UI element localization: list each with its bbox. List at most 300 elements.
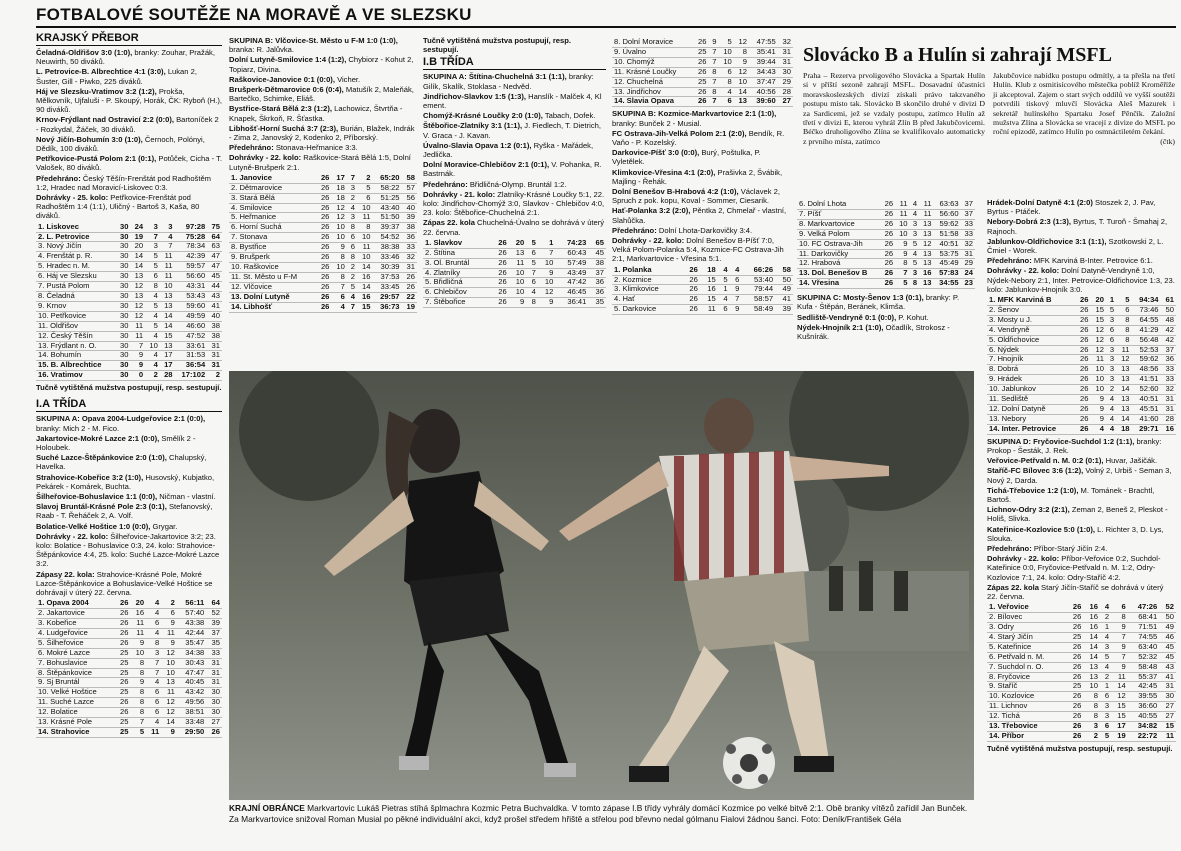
stat-cell: 31: [1159, 682, 1176, 692]
result-heading: Bystřice-Stará Bělá 2:3 (1:2),: [229, 104, 332, 114]
stat-cell: 10: [538, 278, 556, 288]
stat-cell: 10: [331, 233, 346, 243]
table-row: [797, 229, 975, 239]
stat-cell: 15: [1159, 722, 1176, 732]
stat-cell: 13: [130, 272, 145, 282]
stat-cell: 26: [115, 609, 131, 619]
stat-cell: 11: [357, 213, 372, 223]
stat-cell: 26: [491, 288, 509, 298]
stat-cell: 31: [778, 47, 793, 57]
team-cell: 10. Chomýž: [612, 57, 693, 67]
stat-cell: 26: [1075, 365, 1090, 375]
stat-cell: 13: [1116, 395, 1131, 405]
team-cell: 3. Ol. Bruntál: [423, 258, 491, 268]
stat-cell: 7: [526, 268, 538, 278]
stat-cell: 15: [700, 275, 718, 285]
stat-cell: 5: [1100, 731, 1111, 741]
team-cell: 13. Nebory: [987, 414, 1075, 424]
stat-cell: 7: [146, 658, 161, 668]
team-cell: 3. Kobeřice: [36, 619, 115, 629]
stat-cell: 59:57: [175, 262, 208, 272]
table-row: [423, 278, 606, 288]
stat-cell: 10: [895, 219, 909, 229]
stat-cell: 52: [1159, 603, 1176, 612]
stat-cell: 9: [161, 619, 177, 629]
stat-cell: 14: [1083, 632, 1100, 642]
result-detail: Grygar.: [150, 521, 178, 531]
result-paragraph: [36, 87, 222, 115]
table-row: [797, 219, 975, 229]
stat-cell: 37: [961, 209, 975, 219]
stat-cell: 61: [1161, 296, 1176, 305]
team-cell: 10. Kozlovice: [987, 692, 1067, 702]
team-cell: 3. Mosty u J.: [987, 315, 1075, 325]
result-detail: Václavek 2, Spruch z pok. kopu, Koval - Sommer, Ciesarik.: [612, 186, 780, 206]
team-cell: 7. Štěbořice: [423, 298, 491, 308]
stat-cell: 11: [895, 200, 909, 209]
result-paragraph: [612, 148, 793, 166]
stat-cell: 23: [961, 279, 975, 289]
stat-cell: 18: [1116, 424, 1131, 434]
result-heading: Chomýž-Krásné Loučky 2:0 (1:0),: [423, 111, 543, 121]
table-row: [612, 295, 793, 305]
table-row: [987, 622, 1176, 632]
result-detail: V. Pohanka, R. Bastrnák.: [423, 160, 602, 179]
stat-cell: 26: [115, 708, 131, 718]
stat-cell: 2: [347, 263, 357, 273]
stat-cell: 38: [402, 223, 417, 233]
stat-cell: 53:40: [741, 275, 775, 285]
stat-cell: 12: [331, 203, 346, 213]
team-cell: 5. Darkovice: [612, 305, 682, 315]
stat-cell: 42:39: [175, 252, 208, 262]
stat-cell: 26: [682, 305, 700, 315]
result-heading: Háj ve Slezsku-Vratimov 3:2 (1:2),: [36, 86, 157, 96]
stat-cell: 6: [347, 243, 357, 253]
stat-cell: 11: [130, 619, 146, 629]
caption-text: Markvartovic Lukáš Pietras stíhá šplmachra Kozmic Petra Buchvaldka. V tomto zápase I.B třídy vyhrály domácí Kozmice po velké bitvě 2:1. Obě branky vítězů zařídil Jan Bunček. Za Markvartovice snižoval Roman Musial po pěkné individuální akci, když prošel středem hřiště a střelou pod břevno nedal gólmanu Fialovi žádnou šanci.: [229, 803, 968, 824]
stat-cell: 15: [1091, 305, 1106, 315]
team-cell: 12. Vlčovice: [229, 282, 316, 292]
standings-table-1a-b: [229, 174, 417, 313]
stat-cell: 2: [347, 272, 357, 282]
stat-cell: 3: [1106, 375, 1116, 385]
result-heading: Kateřinice-Kozlovice 5:0 (1:0),: [987, 524, 1096, 534]
team-cell: 10. Raškovice: [229, 263, 316, 273]
result-paragraph: [423, 160, 606, 178]
table-row: [229, 183, 417, 193]
stat-cell: 27: [778, 97, 793, 107]
table-row: [987, 652, 1176, 662]
result-detail: Lachowicz, Štvrtňa - Knapek, Škrkoň, R. Šťastka.: [229, 104, 403, 123]
stat-cell: 58: [775, 266, 793, 275]
result-detail: Raškovice-Stará Bělá 1:5, Dolní Lutyně-Brušperk 2:1.: [229, 153, 411, 172]
stat-cell: 10: [145, 341, 160, 351]
stat-cell: 7: [708, 47, 718, 57]
stat-cell: 26: [881, 269, 895, 279]
stat-cell: 52:60: [1132, 385, 1161, 395]
stat-cell: 26: [1067, 692, 1084, 702]
result-detail: branky: Gilík, Skalík, Stoklasa - Nedvěd.: [423, 72, 594, 91]
stat-cell: 7: [146, 668, 161, 678]
stat-cell: 13: [1083, 662, 1100, 672]
table-row: [987, 682, 1176, 692]
stat-cell: 32: [1161, 385, 1176, 395]
stat-cell: 4: [1106, 395, 1116, 405]
result-heading: Strahovice-Kobeřice 3:2 (1:0),: [36, 472, 144, 482]
stat-cell: 14: [160, 321, 175, 331]
stat-cell: 49: [775, 285, 793, 295]
stat-cell: 42:45: [1128, 682, 1159, 692]
stat-cell: 26: [1067, 702, 1084, 712]
stat-cell: 9: [1111, 662, 1128, 672]
team-cell: 4. Smilovice: [229, 203, 316, 213]
stat-cell: 25: [693, 47, 708, 57]
stat-cell: 26: [881, 279, 895, 289]
table-row: [229, 213, 417, 223]
stat-cell: 26: [316, 272, 331, 282]
stat-cell: 11: [700, 305, 718, 315]
stat-cell: 5: [145, 301, 160, 311]
stat-cell: 5: [145, 262, 160, 272]
result-heading: Lichnov-Odry 3:2 (2:1),: [987, 505, 1070, 515]
stat-cell: 71:51: [1128, 622, 1159, 632]
team-cell: 11. Krásné Loučky: [612, 67, 693, 77]
stat-cell: 2: [161, 599, 177, 608]
table-row: [987, 672, 1176, 682]
team-cell: 3. Stará Bělá: [229, 193, 316, 203]
result-heading: Jablunkov-Oldřichovice 3:1 (1:1),: [987, 236, 1107, 246]
stat-cell: 0: [130, 371, 145, 381]
stat-cell: 31: [207, 351, 222, 361]
stat-cell: 10: [719, 47, 734, 57]
result-paragraph: [36, 473, 222, 491]
stat-cell: 9: [1091, 414, 1106, 424]
stat-cell: 40: [207, 311, 222, 321]
stat-cell: 32: [778, 38, 793, 47]
stat-cell: 4: [1091, 424, 1106, 434]
stat-cell: 30:39: [372, 263, 401, 273]
stat-cell: 26: [316, 233, 331, 243]
stat-cell: 37: [588, 268, 606, 278]
stat-cell: 31: [207, 341, 222, 351]
stat-cell: 43:38: [177, 619, 206, 629]
stat-cell: 4: [719, 87, 734, 97]
stat-cell: 16: [130, 609, 146, 619]
table-row: [36, 292, 222, 302]
stat-cell: 31: [778, 57, 793, 67]
stat-cell: 25: [115, 648, 131, 658]
result-paragraph: [36, 522, 222, 531]
result-heading: Libhošť-Horní Suchá 3:7 (2:3),: [229, 123, 339, 133]
stat-cell: 40:45: [177, 678, 206, 688]
result-detail: Stonava-Heřmanice 3:3.: [273, 143, 358, 153]
stat-cell: 14: [1111, 682, 1128, 692]
stat-cell: 11: [161, 688, 177, 698]
stat-cell: 4: [1106, 424, 1116, 434]
result-paragraph: [36, 502, 222, 520]
stat-cell: 43:42: [177, 688, 206, 698]
result-paragraph: [797, 313, 975, 322]
stat-cell: 13: [1083, 672, 1100, 682]
result-heading: SKUPINA D: Fryčovice-Suchdol 1:2 (1:1),: [987, 436, 1135, 446]
stat-cell: 4: [146, 678, 161, 688]
table-row: [987, 385, 1176, 395]
stat-cell: 26: [1067, 613, 1084, 623]
stat-cell: 8: [357, 223, 372, 233]
stat-cell: 30: [778, 67, 793, 77]
stat-cell: 28: [1161, 414, 1176, 424]
stat-cell: 26: [881, 249, 895, 259]
stat-cell: 14: [130, 252, 145, 262]
stat-cell: 26: [1075, 325, 1090, 335]
result-paragraph: [36, 193, 222, 221]
stat-cell: 30: [206, 708, 222, 718]
stat-cell: 33: [961, 229, 975, 239]
stat-cell: 4: [1100, 632, 1111, 642]
stat-cell: 25: [115, 728, 131, 738]
stat-cell: 24: [961, 269, 975, 279]
stat-cell: 1: [1100, 622, 1111, 632]
result-detail: branky: Zouhar, Pražák, Neuwirth, 50 diváků.: [36, 48, 215, 67]
result-paragraph: [36, 67, 222, 85]
result-detail: Smělík 2 - Holoubek.: [36, 433, 196, 452]
standings-table-1b-a-cont: [612, 38, 793, 107]
stat-cell: 30: [116, 321, 131, 331]
stat-cell: 18: [331, 193, 346, 203]
team-cell: 9. Krnov: [36, 301, 116, 311]
result-paragraph: [612, 226, 793, 235]
stat-cell: 49: [1159, 622, 1176, 632]
stat-cell: 65: [588, 239, 606, 248]
stat-cell: 13: [919, 219, 933, 229]
team-cell: 7. Píšť: [797, 209, 881, 219]
standings-table-krajsky-prebor: [36, 223, 222, 382]
stat-cell: 10: [1091, 385, 1106, 395]
stat-cell: 59:62: [933, 219, 960, 229]
stat-cell: 5: [895, 279, 909, 289]
result-heading: Předehráno:: [36, 173, 81, 183]
stat-cell: 46:45: [555, 288, 588, 298]
stat-cell: 7: [130, 341, 145, 351]
team-cell: 8. Štěpánkovice: [36, 668, 115, 678]
stat-cell: 3: [145, 223, 160, 232]
stat-cell: 4: [347, 203, 357, 213]
stat-cell: 11: [130, 331, 145, 341]
stat-cell: 9: [1091, 405, 1106, 415]
standings-table-1b-a: [423, 239, 606, 308]
table-row: [36, 718, 222, 728]
result-detail: Příbor-Starý Jičín 2:4.: [1031, 543, 1108, 553]
stat-cell: 37:53: [372, 272, 401, 282]
stat-cell: 65:20: [372, 174, 401, 183]
team-cell: 5. Šilheřovice: [36, 638, 115, 648]
result-paragraph: [423, 190, 606, 218]
stat-cell: 4: [910, 209, 920, 219]
team-cell: 11. Oldřišov: [36, 321, 116, 331]
article-body-text: Jakubčovice nabídku postupu odmítly, a ta přešla na třetí Hulín. Klub z osmitisícového městečka poblíž Kroměříže ji akceptoval. Zajem o start svých oddílů ve vyšší soutěži potvrdili tiskový mluvčí Slovácka Aleš Mazurek i sekretář hulínského Spartaku Josef Pěnčík. Založní mužstva Zlína a Slovácka se vracejí z divize do MSFL po roční epizodě, zatímco Hulín po osmnáctiletém čekání.: [993, 71, 1175, 137]
stat-cell: 3: [1100, 702, 1111, 712]
team-cell: 3. Odry: [987, 622, 1067, 632]
stat-cell: 36: [588, 288, 606, 298]
stat-cell: 43:40: [372, 203, 401, 213]
table-row: [36, 371, 222, 381]
stat-cell: 3: [1106, 315, 1116, 325]
result-paragraph: [423, 180, 606, 189]
stat-cell: 41:51: [1132, 375, 1161, 385]
article-body-part2: [993, 71, 1175, 146]
stat-cell: 24: [130, 223, 145, 232]
stat-cell: 12: [734, 38, 749, 47]
result-detail: Bendík, R. Vaňo - P. Kozelský.: [612, 128, 785, 147]
stat-cell: 5: [130, 728, 146, 738]
stat-cell: 30: [116, 223, 131, 232]
stat-cell: 7: [730, 295, 742, 305]
stat-cell: 36:41: [555, 298, 588, 308]
stat-cell: 34:43: [749, 67, 778, 77]
table-row: [36, 698, 222, 708]
stat-cell: 9: [509, 298, 527, 308]
stat-cell: 56:60: [933, 209, 960, 219]
result-paragraph: [423, 72, 606, 90]
result-heading: SKUPINA B: Kozmice-Markvartovice 2:1 (1:0),: [612, 109, 777, 119]
stat-cell: 12: [1091, 335, 1106, 345]
table-row: [36, 609, 222, 619]
result-heading: Předehráno:: [987, 256, 1032, 266]
result-heading: Hrádek-Dolní Datyně 4:1 (2:0): [987, 198, 1093, 207]
stat-cell: 41:60: [1132, 414, 1161, 424]
team-cell: 1. Veřovice: [987, 603, 1067, 612]
stat-cell: 2: [1100, 613, 1111, 623]
table-row: [229, 174, 417, 183]
table-row: [612, 285, 793, 295]
table-row: [36, 668, 222, 678]
team-cell: 7. Suchdol n. O.: [987, 662, 1067, 672]
stat-cell: 42:44: [177, 628, 206, 638]
stat-cell: 43:49: [555, 268, 588, 278]
stat-cell: 5: [910, 259, 920, 269]
stat-cell: 3: [1106, 365, 1116, 375]
stat-cell: 58: [402, 174, 417, 183]
stat-cell: 26: [881, 229, 895, 239]
stat-cell: 5: [1116, 296, 1131, 305]
results-block: [36, 48, 222, 221]
table-row: [229, 223, 417, 233]
result-heading: Předehráno:: [612, 225, 657, 235]
table-row: [229, 243, 417, 253]
stat-cell: 34:82: [1128, 722, 1159, 732]
stat-cell: 19: [1111, 731, 1128, 741]
result-paragraph: [36, 174, 222, 192]
stat-cell: 47: [207, 252, 222, 262]
stat-cell: 7: [1111, 652, 1128, 662]
result-detail: Příbor-Veřovice 0:2, Suchdol-Kateřinice 0:0, Fryčovice-Petřvald n. M. 1:2, Odry-Kozlovice 7:1, 24. kolo: Odry-Staříč 4:2.: [987, 554, 1161, 582]
result-paragraph: [987, 198, 1176, 216]
stat-cell: 6: [146, 619, 161, 629]
result-detail: Tabach, Dofek.: [542, 111, 596, 121]
result-paragraph: [987, 505, 1176, 523]
team-cell: 8. Markvartovice: [797, 219, 881, 229]
team-cell: 2. L. Petrovice: [36, 232, 116, 242]
result-detail: Starý Jičín-Staříč se dohrává v úterý 22. června.: [987, 582, 1164, 601]
stat-cell: 30: [206, 698, 222, 708]
stat-cell: 26: [316, 213, 331, 223]
stat-cell: 33: [1161, 375, 1176, 385]
stat-cell: 10: [331, 263, 346, 273]
result-heading: Jakartovice-Mokré Lazce 2:1 (0:0),: [36, 433, 160, 443]
stat-cell: 26: [693, 38, 708, 47]
stat-cell: 6: [730, 275, 742, 285]
stat-cell: 4: [347, 292, 357, 302]
stat-cell: 9: [130, 638, 146, 648]
result-heading: Tichá-Třebovice 1:2 (1:0),: [987, 485, 1079, 495]
stat-cell: 3: [160, 223, 175, 232]
stat-cell: 12: [130, 311, 145, 321]
result-detail: L. Richter 3, D. Lys, Slouka.: [987, 524, 1164, 543]
result-detail: Černoch, Polónyi, Dědík, 100 diváků.: [36, 134, 205, 154]
result-paragraph: [612, 168, 793, 186]
team-cell: 11. St. Město u F-M: [229, 272, 316, 282]
stat-cell: 15: [1091, 315, 1106, 325]
stat-cell: 7: [130, 718, 146, 728]
stat-cell: 26: [115, 619, 131, 629]
stat-cell: 26: [316, 193, 331, 203]
table-row: [36, 282, 222, 292]
stat-cell: 30: [116, 301, 131, 311]
stat-cell: 11: [509, 258, 527, 268]
result-paragraph: [229, 124, 417, 142]
stat-cell: 33:46: [372, 253, 401, 263]
team-cell: 12. Chuchelná: [612, 77, 693, 87]
stat-cell: 36:54: [175, 361, 208, 371]
result-heading: Jindřichov-Slavkov 1:5 (1:3),: [423, 91, 526, 101]
stat-cell: 17:102: [175, 371, 208, 381]
result-heading: Raškovice-Janovice 0:1 (0:0),: [229, 74, 335, 84]
stat-cell: 15: [1111, 712, 1128, 722]
stat-cell: 45: [207, 272, 222, 282]
stat-cell: 26: [402, 272, 417, 282]
stat-cell: 1: [1106, 296, 1116, 305]
stat-cell: 45:49: [933, 259, 960, 269]
result-paragraph: [987, 554, 1176, 582]
stat-cell: 26: [682, 295, 700, 305]
standings-note: Tučně vytištěná mužstva postupují, resp. sestupují.: [987, 743, 1173, 753]
stat-cell: 10: [357, 233, 372, 243]
stat-cell: 16: [1083, 613, 1100, 623]
stat-cell: 19: [130, 232, 145, 242]
stat-cell: 10: [130, 648, 146, 658]
team-cell: 4. Vendryně: [987, 325, 1075, 335]
stat-cell: 7: [708, 57, 718, 67]
stat-cell: 9: [1111, 622, 1128, 632]
result-heading: SKUPINA A: Štítina-Chuchelná 3:1 (1:1),: [423, 72, 567, 82]
section-title-krajsky-prebor: KRAJSKÝ PŘEBOR: [36, 32, 222, 46]
stat-cell: 25: [115, 668, 131, 678]
stat-cell: 63:40: [1128, 642, 1159, 652]
stat-cell: 14: [357, 263, 372, 273]
results-block: [423, 72, 606, 236]
stat-cell: 4: [146, 609, 161, 619]
table-row: [423, 248, 606, 258]
stat-cell: 15: [1111, 702, 1128, 712]
stat-cell: 9: [1091, 395, 1106, 405]
table-row: [612, 77, 793, 87]
stat-cell: 4: [1106, 414, 1116, 424]
stat-cell: 4: [910, 200, 920, 209]
result-detail: Pěntka 2, Chmelař - vlastní, Slahůčka.: [612, 206, 787, 225]
stat-cell: 64: [207, 232, 222, 242]
stat-cell: 13: [509, 248, 527, 258]
